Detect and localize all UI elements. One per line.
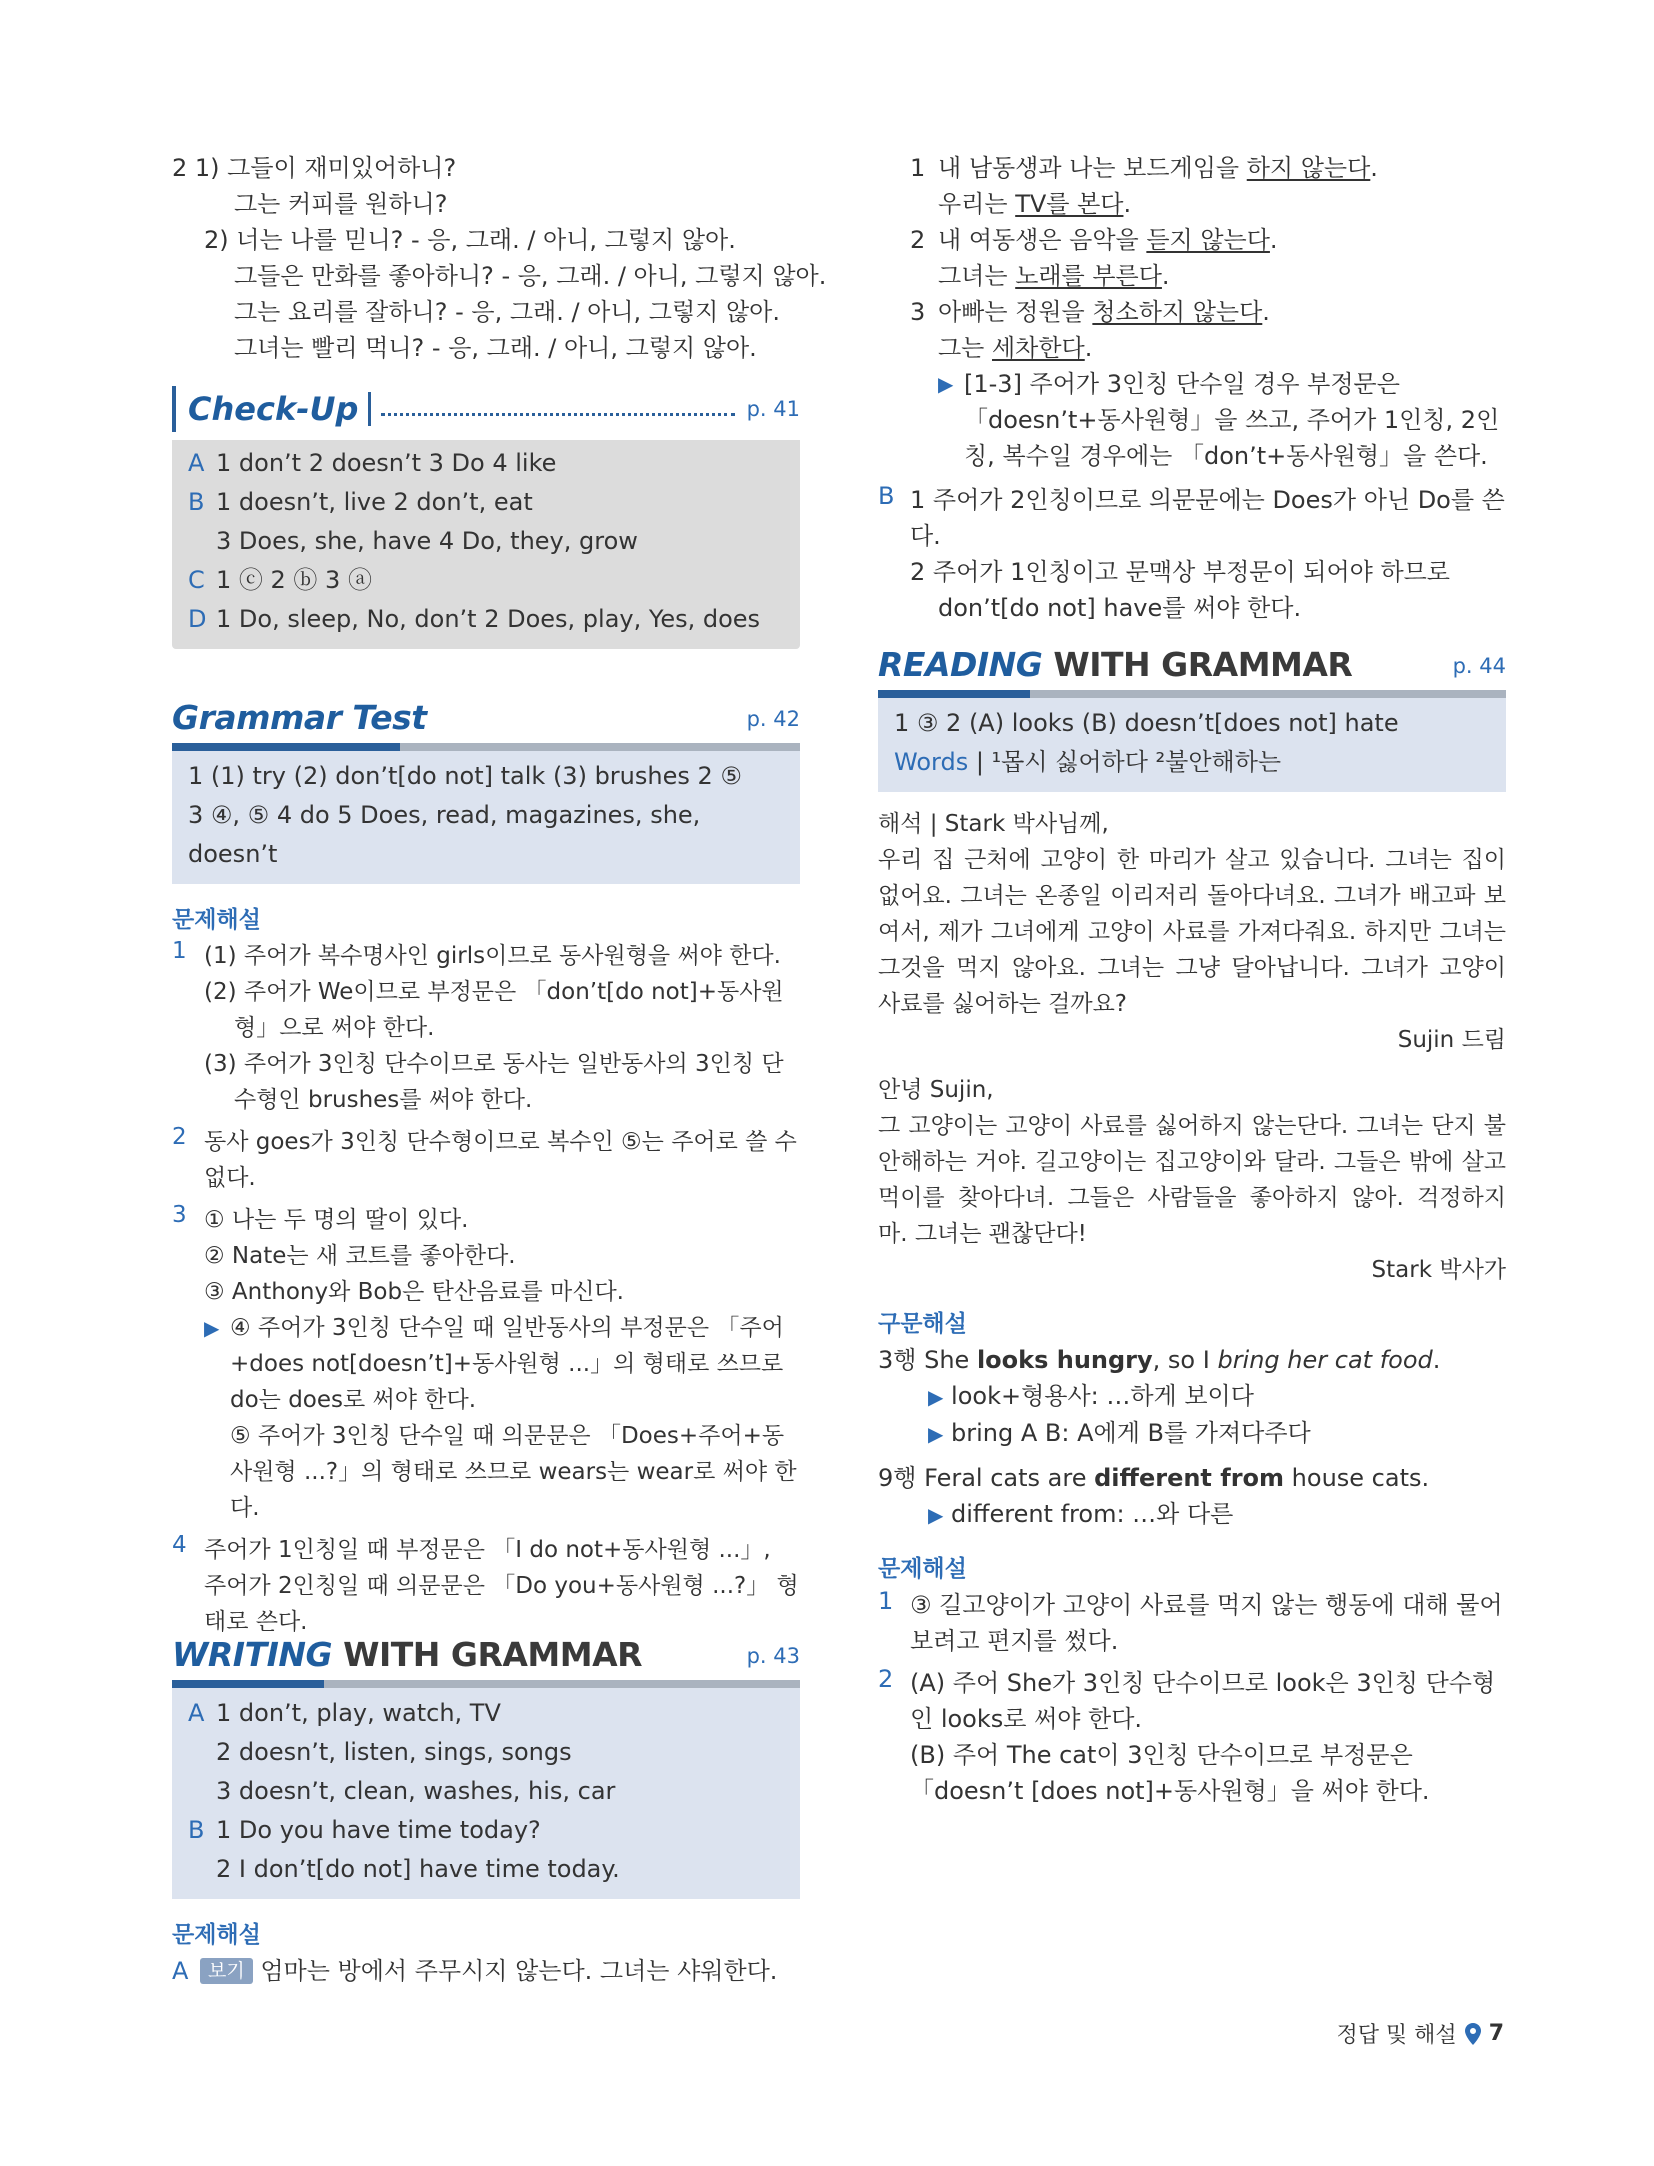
q2-line: 2 1) 그들이 재미있어하니? — [172, 154, 457, 182]
q2-line: 그는 커피를 원하니? — [234, 190, 448, 218]
explanation-heading: 문제해설 — [172, 1922, 261, 1948]
greeting: 안녕 Sujin, — [878, 1077, 994, 1103]
grammar-test-header — [172, 693, 800, 737]
explanation-item: 2 (A) 주어 She가 3인칭 단수이므로 look은 3인칭 단수형인 looks로 써야 한다. — [878, 1665, 1496, 1733]
sentence-pair: 1 내 남동생과 나는 보드게임을 하지 않는다. — [910, 154, 1378, 182]
example-tag: 보기 — [200, 1958, 253, 1984]
syntax-note: ▶ look+형용사: …하게 보이다 — [928, 1382, 1254, 1410]
triangle-bullet-icon: ▶ — [204, 1316, 220, 1340]
divider — [368, 392, 371, 426]
syntax-heading: 구문해설 — [878, 1311, 967, 1337]
answer-row: C 1 ⓒ 2 ⓑ 3 ⓐ — [188, 566, 372, 594]
translation-label: 해석 | Stark 박사님께, — [878, 811, 1109, 837]
header-bar — [878, 690, 1506, 698]
explanation-item: B 1 주어가 2인칭이므로 의문문에는 Does가 아닌 Do를 쓴다. — [878, 482, 1505, 550]
answer-row: A 1 don’t 2 doesn’t 3 Do 4 like — [188, 449, 557, 477]
writing-section — [172, 1630, 800, 1989]
explanation-item: 1 ③ 길고양이가 고양이 사료를 먹지 않는 행동에 대해 물어보려고 편지를 썼다. — [878, 1587, 1503, 1655]
answer-row: 2 I don’t[do not] have time today. — [216, 1855, 620, 1883]
sentence-pair: 그는 세차한다. — [938, 334, 1093, 362]
header-bar — [172, 743, 800, 751]
answer-line: doesn’t — [188, 840, 278, 868]
letter-body: 우리 집 근처에 고양이 한 마리가 살고 있습니다. 그녀는 집이 없어요. 그녀는 온종일 이리저리 돌아다녀요. 그녀가 배고파 보여서, 제가 그녀에게 고양이 사료를 가져다줘요. 하지만 그녀는 그것을 먹지 않아요. 그녀는 그냥 달아납니다. 그녀가 고양이 사료를 싫어하는 걸까요? — [878, 847, 1506, 1017]
grammar-test-section — [172, 693, 800, 1640]
left-column — [172, 150, 827, 1985]
explanation-heading: 문제해설 — [172, 907, 261, 933]
answer-line: 1 (1) try (2) don’t[do not] talk (3) brushes 2 ⑤ — [188, 762, 742, 790]
answer-row: B 1 doesn’t, live 2 don’t, eat — [188, 488, 533, 516]
signature: Stark 박사가 — [1371, 1257, 1506, 1283]
syntax-notes — [878, 1342, 1506, 1533]
q2-line: 2) 너는 나를 믿니? - 응, 그래. / 아니, 그렇지 않아. — [204, 226, 736, 254]
answer-row: B 1 Do you have time today? — [188, 1816, 541, 1844]
explanation-item: (B) 주어 The cat이 3인칭 단수이므로 부정문은 「doesn’t [does not]+동사원형」을 써야 한다. — [910, 1741, 1430, 1805]
letter-body: 그 고양이는 고양이 사료를 싫어하지 않는단다. 그녀는 단지 불안해하는 거야. 길고양이는 집고양이와 달라. 그들은 밖에 살고 먹이를 찾아다녀. 그들은 사람들을 좋아하지 않아. 걱정하지 마. 그녀는 괜찮단다! — [878, 1113, 1506, 1247]
triangle-bullet-icon: ▶ — [928, 1422, 944, 1446]
syntax-note: ▶ different from: …와 다른 — [928, 1500, 1234, 1528]
explanation-item: (3) 주어가 3인칭 단수이므로 동사는 일반동사의 3인칭 단수형인 brushes를 써야 한다. — [204, 1051, 784, 1113]
sentence-pair: 우리는 TV를 본다. — [938, 190, 1132, 218]
q2-block — [172, 150, 827, 366]
sentence-pair: 3 아빠는 정원을 청소하지 않는다. — [910, 298, 1270, 326]
answer-row: D 1 Do, sleep, No, don’t 2 Does, play, Yes, does — [188, 605, 761, 633]
explanations — [878, 1587, 1506, 1809]
page-number: 7 — [1488, 2021, 1504, 2046]
syntax-note: ▶ bring A B: A에게 B를 가져다주다 — [928, 1419, 1311, 1447]
map-pin-icon — [1465, 2023, 1481, 2045]
checkup-header — [172, 386, 800, 432]
explanation-item: (2) 주어가 We이므로 부정문은 「don’t[do not]+동사원형」으로 써야 한다. — [204, 979, 784, 1041]
writing-header — [172, 1630, 800, 1674]
translation — [878, 806, 1506, 1288]
reading-section — [878, 640, 1506, 1809]
checkup-section — [172, 386, 800, 649]
sentence-pair: 2 내 여동생은 음악을 듣지 않는다. — [910, 226, 1278, 254]
reading-title: READING WITH GRAMMAR — [878, 645, 1353, 684]
explanation-item: ⑤ 주어가 3인칭 단수일 때 의문문은 「Does+주어+동사원형 ...?」의 형태로 쓰므로 wears는 wear로 써야 한다. — [230, 1423, 797, 1521]
reading-answers — [878, 698, 1506, 792]
explanation-item: ▶ ④ 주어가 3인칭 단수일 때 일반동사의 부정문은 「주어+does not[doesn’t]+동사원형 ...」의 형태로 쓰므로 do는 does로 써야 한다. — [172, 1310, 800, 1418]
grammar-test-answers — [172, 751, 800, 884]
checkup-title: Check-Up — [188, 390, 359, 428]
explanation-item: 2 동사 goes가 3인칭 단수형이므로 복수인 ⑤는 주어로 쓸 수 없다. — [172, 1124, 797, 1191]
triangle-bullet-icon: ▶ — [938, 372, 954, 396]
syntax-line: 3행 She looks hungry, so I bring her cat food. — [878, 1346, 1441, 1374]
q2-line: 그들은 만화를 좋아하니? - 응, 그래. / 아니, 그렇지 않아. — [234, 262, 827, 290]
page-ref: p. 42 — [746, 707, 800, 731]
answer-line: 3 ④, ⑤ 4 do 5 Does, read, magazines, she, — [188, 801, 701, 829]
dotted-leader — [381, 402, 734, 416]
explanation-heading: 문제해설 — [878, 1556, 967, 1582]
reading-header — [878, 640, 1506, 684]
signature: Sujin 드림 — [1397, 1027, 1506, 1053]
explanation-item: ③ Anthony와 Bob은 탄산음료를 마신다. — [204, 1279, 624, 1305]
explanation-item: 2 주어가 1인칭이고 문맥상 부정문이 되어야 하므로 don’t[do not] have를 써야 한다. — [910, 558, 1450, 622]
answer-row: 3 Does, she, have 4 Do, they, grow — [216, 527, 638, 555]
q2-line: 그녀는 빨리 먹니? - 응, 그래. / 아니, 그렇지 않아. — [234, 334, 757, 362]
explanation-item: 3 ① 나는 두 명의 딸이 있다. — [172, 1202, 469, 1233]
grammar-test-title: Grammar Test — [172, 698, 427, 737]
triangle-bullet-icon: ▶ — [928, 1503, 944, 1527]
writing-title: WRITING WITH GRAMMAR — [172, 1635, 643, 1674]
answer-row: A 1 don’t, play, watch, TV — [188, 1699, 501, 1727]
writing-expl-b — [878, 482, 1506, 626]
page-ref: p. 43 — [746, 1644, 800, 1668]
explanation-item: ② Nate는 새 코트를 좋아한다. — [204, 1243, 516, 1269]
page-ref: p. 44 — [1452, 654, 1506, 678]
checkup-answers — [172, 440, 800, 649]
explanation-item: 4 주어가 1인칭일 때 부정문은 「I do not+동사원형 ...」, 주어가 2인칭일 때 의문문은 「Do you+동사원형 ...?」 형태로 쓴다. — [172, 1532, 799, 1635]
answer-line: 1 ③ 2 (A) looks (B) doesn’t[does not] hate — [894, 709, 1399, 737]
answer-row: 3 doesn’t, clean, washes, his, car — [216, 1777, 616, 1805]
header-bar — [172, 1680, 800, 1688]
answer-row: 2 doesn’t, listen, sings, songs — [216, 1738, 572, 1766]
triangle-bullet-icon: ▶ — [928, 1385, 944, 1409]
explanations — [172, 938, 800, 1640]
words-line: Words | ¹몹시 싫어하다 ²불안해하는 — [894, 748, 1282, 776]
q2-line: 그는 요리를 잘하니? - 응, 그래. / 아니, 그렇지 않아. — [234, 298, 780, 326]
syntax-line: 9행 Feral cats are different from house cats. — [878, 1464, 1430, 1492]
page-footer — [1336, 2018, 1504, 2049]
footer-label: 정답 및 해설 — [1336, 2023, 1457, 2048]
writing-expl-a — [878, 150, 1506, 474]
sentence-pair: 그녀는 노래를 부른다. — [938, 262, 1170, 290]
note: ▶ [1-3] 주어가 3인칭 단수일 경우 부정문은 「doesn’t+동사원형」을 쓰고, 주어가 1인칭, 2인칭, 복수일 경우에는 「don’t+동사원형」을 쓴다. — [910, 366, 1506, 474]
page-ref: p. 41 — [746, 397, 800, 421]
explanation-item: 1 (1) 주어가 복수명사인 girls이므로 동사원형을 써야 한다. — [172, 938, 781, 969]
example-line: A 보기 엄마는 방에서 주무시지 않는다. 그녀는 샤워한다. — [172, 1957, 778, 1985]
right-column — [878, 150, 1506, 1805]
writing-answers — [172, 1688, 800, 1899]
